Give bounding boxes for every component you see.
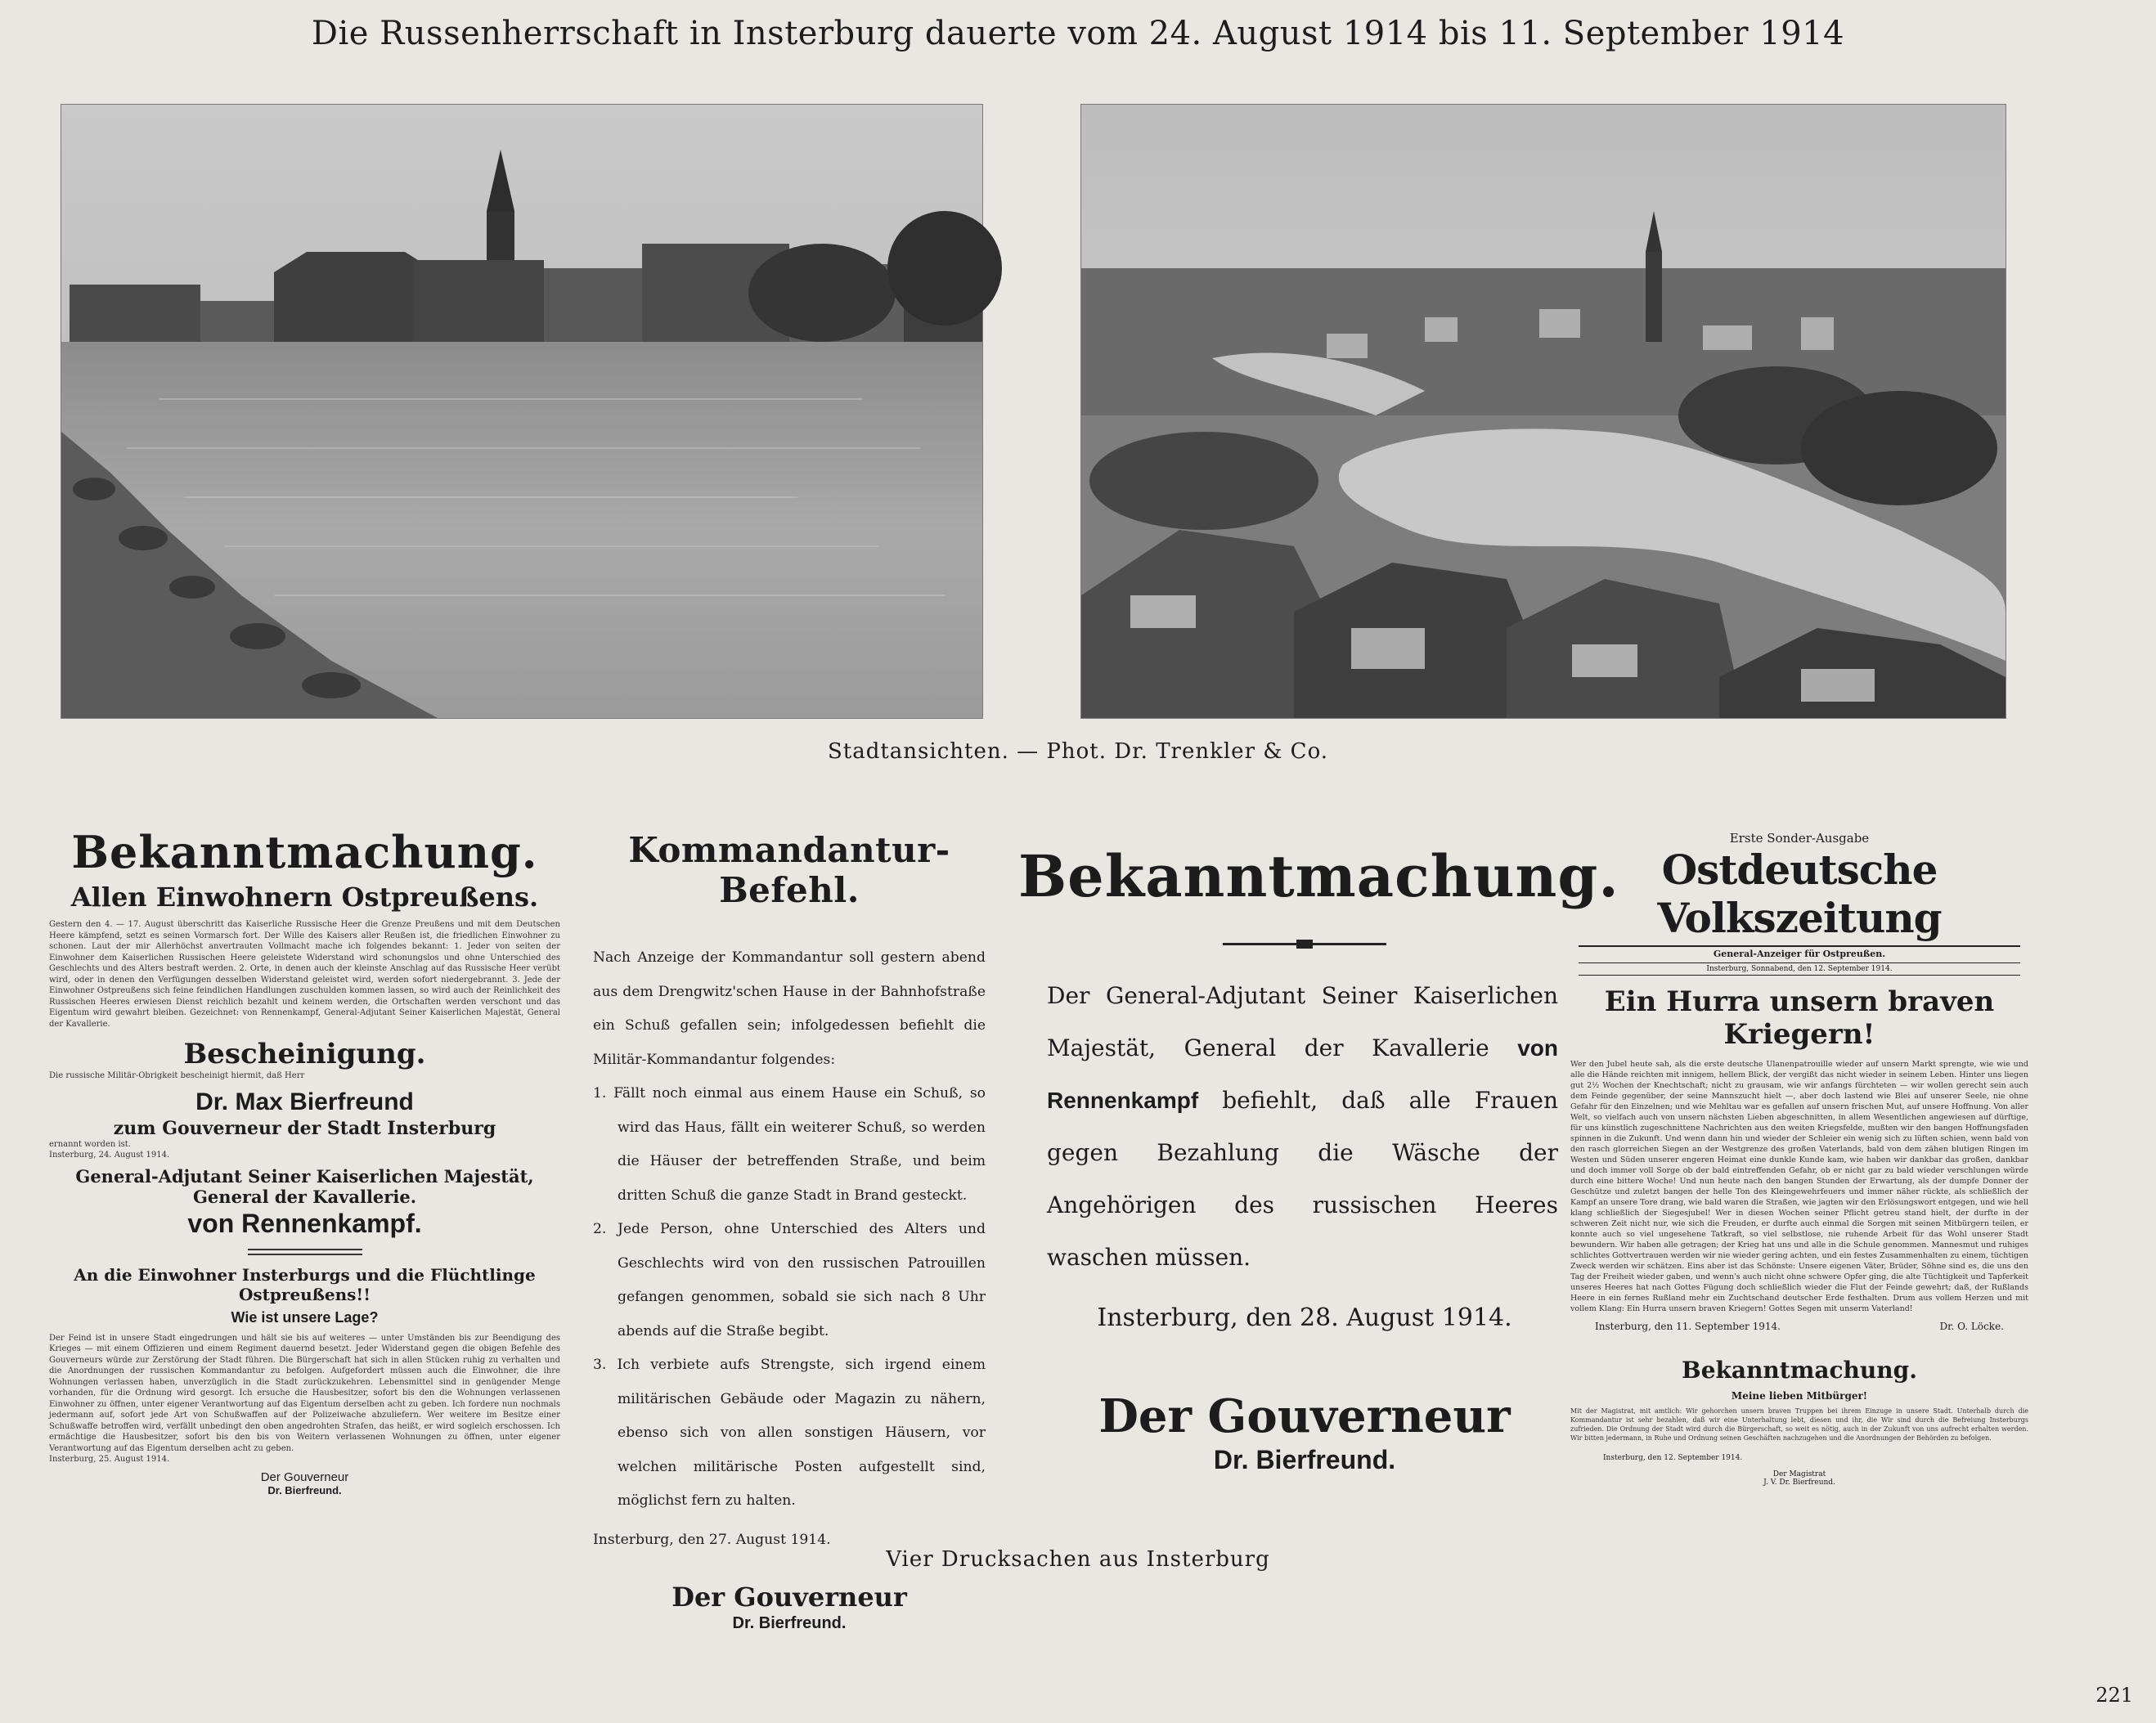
doc1-date: Insterburg, 25. August 1914. [49, 1455, 170, 1464]
doc1-certificate-title: Bescheinigung. [183, 1038, 426, 1070]
doc4-notice-date: Insterburg, den 12. September 1914. [1603, 1454, 1743, 1462]
doc4-notice-signer-name: J. V. Dr. Bierfreund. [1763, 1478, 1835, 1487]
doc2-order-item: 1. Fällt noch einmal aus einem Hause ein Schuß, so wird das Haus, fällt ein weiterer Schuß, so werden die Häuser der betreffenden Straße, und beim dritten Schuß die ganze Stadt in Brand gesteckt. [593, 1085, 986, 1204]
doc1-subtitle: Allen Einwohnern Ostpreußens. [70, 882, 539, 913]
doc4-author: Dr. O. Löcke. [1939, 1321, 2004, 1332]
doc4-article-body: Wer den Jubel heute sah, als die erste deutsche Ulanenpatrouille wieder auf unsern Markt sprengte, wie wie und alle die Hände reichten mit innigem, hellem Blick, der vergißt das nicht wieder in seinem Leben. Hinter uns liegen gut 2½ Wochen der Knechtschaft; nicht zu grausam, wie wir anfangs fürchteten — wir wollen gerecht sein auch dem Feinde gegenüber, der seine Mannszucht hielt —, aber doch lastend wie Blei auf unserer Seele, nie ohne Gefahr für den Einzelnen; und wie Mehltau war es gefallen auf unsern frischen Mut, auf unsere Hoffnung. Von aller Welt, so vielfach auch von unsern nächsten Lieben abgeschnitten, in allem Wesentlichen angewiesen auf dürftige, für uns künstlich zugeschnittene Nachrichten aus den weiten Kriegsfelde, mußten wir den bangen Hoffnungsfaden spinnen in die Zukunft. Und wenn dann hin und wieder der Schleier ein wenig sich zu lüften schien, wenn bald von den rasch glorreichen Siegen an der Westgrenze des großen Vaterlands, bald von dem zähen blutigen Ringen im Westen und Süden unserer engeren Heimat eine dunkle Kunde kam, wie haben wir dankbar das großen, dankbar und doch immer voll Sorge ob der bald eintreffenden Gefahr, ob er nicht gar zu bald wieder verschlungen würde durch eine bittere Woche! Und nun heute nach den bangen Stunden der Erwartung, als der dumpfe Donner der Geschütze und zuletzt bangen der helle Ton des Kleingewehrfeuers und immer näher rückte, als schließlich der Kampf an unsere Tore drang, wie bald waren die Straßen, wie jagten wir den Erlösungswort entgegen, und wie hell klang schließlich der Siegesjubel! Wer in diesen Wochen seiner Pflicht getreu stand hielt, der durfte in der schweren Zeit nicht nur, wie sich die Freuden, er durfte auch einmal die Sorgen mit seinen Mitbürgern teilen, er konnte auch so viel ungesehene Tatkraft, so viel selbstlose, nie ruhende Arbeit für das Wohl unserer Stadt bewundern. Wir haben alle getragen; der Krieg hat uns und alle in die Schule genommen. Mannesmut und ruhiges schlichtes Gottvertrauen werden wir nie wieder gering achten, und ein festes Zusammenhalten zu einem, tüchtigen Zweck werden wir schätzen. Eins aber ist das Schönste: Unsere eigenen Väter, Brüder, Söhne sind es, die uns den Tag der Freiheit wieder gaben, und wenn's auch nicht ohne schwere Opfer ging, die alte Tüchtigkeit und Tapferkeit unseres Heeres hat nach Gottes Fügung doch schließlich wieder die Flut der Feinde gewehrt; daß, der Rußlands Heere in ein fernes Rußland mehr ein Zuchtschand deutscher Erde festhalten. Drum aus vollem Herzen und mit vollem Klang: Ein Hurra unsern braven Kriegern! Gottes Segen mit unserm Vaterland! [1570, 1060, 2029, 1313]
kommandantur-order [593, 830, 986, 1632]
doc3-ornamental-rule [1223, 943, 1386, 945]
proclamation-to-east-prussians [49, 826, 560, 1505]
doc1-signer-name: Dr. Bierfreund. [267, 1483, 342, 1496]
doc4-masthead-date: Insterburg, Sonnabend, den 12. September 1914. [1579, 962, 2020, 976]
doc4-masthead-subtitle: General-Anzeiger für Ostpreußen. [1713, 949, 1886, 959]
doc2-signer-name: Dr. Bierfreund. [732, 1614, 847, 1632]
doc1-certificate-signer: von Rennenkampf. [187, 1208, 422, 1238]
town-lake-image [61, 105, 982, 718]
doc3-signer: Der Gouverneur [1098, 1389, 1511, 1443]
doc1-certificate-name: Dr. Max Bierfreund [195, 1088, 414, 1115]
newspaper-special-edition [1570, 831, 2028, 1518]
doc3-date: Insterburg, den 28. August 1914. [1097, 1303, 1512, 1332]
doc1-certificate-intro: Die russische Militär-Obrigkeit bescheinigt hiermit, daß Herr [49, 1071, 305, 1080]
doc1-certificate-signer-title: General-Adjutant Seiner Kaiserlichen Majestät, General der Kavallerie. [75, 1165, 534, 1207]
documents-caption: Vier Drucksachen aus Insterburg [886, 1547, 1270, 1572]
doc1-body: Gestern den 4. — 17. August überschritt das Kaiserliche Russische Heer die Grenze Preußens und mit dem Deutschen Heere kämpfend, setzt es seinen Vormarsch fort. Der Wille des Kaisers aller Reußen ist, die friedlichen Einwohner zu schonen. Laut der mir Allerhöchst anvertrauten Vollmacht mache ich folgendes bekannt: 1. Jeder von seiten der Einwohner dem Kaiserlichen Russischen Heere geleistete Widerstand wird schonungslos und ohne Unterschied des Geschlechts und des Alters bestraft werden. 2. Orte, in denen auch der kleinste Anschlag auf das Russische Heer verübt wird, oder in denen den Verfügungen desselben Widerstand geleistet wird, werden sofort niedergebrannt. 3. Jede der Einwohner Ostpreußens sich feine feindlichen Handlungen zuschulden kommen lassen, so wird auch der Reinlichkeit des Russischen Heeres erwiesen Dienst reichlich bezahlt und keinem werden, die Ortschaften werden verschont und das Eigentum wird gewahrt bleiben. Gezeichnet: von Rennenkampf, General-Adjutant Seiner Kaiserlichen Majestät, General der Kavallerie. [49, 920, 560, 1029]
doc1-certificate-date: Insterburg, 24. August 1914. [49, 1151, 170, 1160]
doc4-notice-title: Bekanntmachung. [1682, 1357, 1917, 1384]
doc1-title: Bekanntmachung. [71, 826, 538, 878]
doc4-edition: Erste Sonder-Ausgabe [1729, 831, 1870, 846]
doc2-title: Kommandantur-Befehl. [628, 830, 950, 910]
doc1-divider [248, 1249, 362, 1255]
doc4-notice-signer: Der Magistrat [1772, 1470, 1826, 1478]
doc4-dateline [1570, 1321, 2028, 1332]
page-number: 221 [2095, 1684, 2133, 1707]
doc4-masthead: Ostdeutsche Volkszeitung [1657, 846, 1942, 942]
laundry-proclamation [1018, 826, 1619, 1529]
doc1-signer: Der Gouverneur [260, 1469, 349, 1484]
doc3-body-end: befiehlt, daß alle Frauen gegen Bezahlung die Wäsche der Angehörigen des russischen Heeres waschen müssen. [1047, 1087, 1558, 1271]
page-headline: Die Russenherrschaft in Insterburg dauerte vom 24. August 1914 bis 11. September 1914 [311, 15, 1845, 52]
doc3-signer-name: Dr. Bierfreund. [1213, 1445, 1396, 1474]
doc1-appeal-body: Der Feind ist in unsere Stadt eingedrungen und hält sie bis auf weiteres — unter Umständen bis zur Beendigung des Krieges — mit einem Offizieren und einem Regiment dauernd besetzt. Jeder Widerstand gegen die obigen Befehle des Gouverneurs würde zur Zerstörung der Stadt führen. Die Bürgerschaft hat sich in allen Stücken ruhig zu verhalten und die Anordnungen der russischen Kommandantur zu befolgen. Aufgefordert müssen auch die Einwohner, die ihre Wohnungen verlassen haben, unverzüglich in die Stadt zurückzukehren. Lebensmittel sind in genügender Menge vorhanden, für die Ordnung wird gesorgt. Ich ersuche die Hausbesitzer, sofort bis den die Wohnungen verlassenen Einwohner zu öffnen, unter eigener Verantwortung auf das Eigentum derselben acht zu geben. Ich fordere nun nochmals jedermann auf, sofort jede Art von Schußwaffen auf der Polizeiwache abzuliefern. Wer weitere im Besitze einer Schußwaffe betroffen wird, verfällt unbedingt den oben angedrohten Strafen, das heißt, er wird sogleich erschossen. Ich ermächtige die Hausbesitzer, sofort bis den bis von Weitern verlassenen Wohnungen zu öffnen, unter eigener Verantwortung auf das Eigentum derselben acht zu geben. [49, 1333, 560, 1453]
doc2-order-item: 3. Ich verbiete aufs Strengste, sich irgend einem militärischen Gebäude oder Magazin zu nähern, ebenso sich von allen sonstigen Häusern, vor welchen militärische Posten aufgestellt sind, möglichst fern zu halten. [593, 1357, 986, 1509]
doc4-notice-subtitle: Meine lieben Mitbürger! [1731, 1390, 1868, 1402]
doc1-certificate-appointed: ernannt worden ist. [49, 1139, 132, 1149]
photo-caption: Stadtansichten. — Phot. Dr. Trenkler & Co. [827, 739, 1329, 764]
doc2-body [593, 941, 986, 1557]
town-lake-photo [61, 105, 982, 718]
doc4-headline: Ein Hurra unsern braven Kriegern! [1604, 985, 1995, 1051]
doc2-date: Insterburg, den 27. August 1914. [593, 1531, 831, 1548]
doc1-question: Wie ist unsere Lage? [231, 1308, 379, 1326]
aerial-town-photo [1081, 105, 2006, 718]
doc4-date: Insterburg, den 11. September 1914. [1595, 1321, 1781, 1332]
doc1-appeal-heading: An die Einwohner Insterburgs und die Flüchtlinge Ostpreußens!! [74, 1264, 536, 1304]
doc3-body [1018, 970, 1591, 1284]
doc2-orders-list [593, 1077, 986, 1519]
doc3-body-bold: von Rennenkampf [1047, 1035, 1558, 1113]
doc1-certificate-role: zum Gouverneur der Stadt Insterburg [113, 1117, 496, 1139]
doc2-order-item: 2. Jede Person, ohne Unterschied des Alters und Geschlechts wird von den russischen Patrouillen gefangen genommen, sobald sie sich nach 8 Uhr abends auf die Straße begibt. [593, 1221, 986, 1339]
doc2-intro: Nach Anzeige der Kommandantur soll gestern abend aus dem Drengwitz'schen Hause in der Bahnhofstraße ein Schuß gefallen sein; infolgedessen befiehlt die Militär-Kommandantur folgendes: [593, 949, 986, 1068]
doc4-masthead-rule [1579, 945, 2020, 947]
doc2-signer: Der Gouverneur [672, 1582, 907, 1613]
doc3-title: Bekanntmachung. [1018, 842, 1619, 910]
doc4-notice-body: Mit der Magistrat, mit amtlich: Wir gehorchen unsern braven Truppen bei ihrem Einzuge in unsere Stadt. Unterhalb durch die Kommandantur ist sehr bezahlen, daß wir eine Unterhaltung lebt, diesen und ihr, die Wir sind durch die Befreiung Insterburgs zufrieden. Die Ordnung der Stadt wird durch die Bürgerschaft, so weit es nötig, auch in der Zukunft von uns aufrecht erhalten werden. Wir bitten jedermann, in Ruhe und Ordnung seinen Geschäften nachzugehen und die Anordnungen der Behörden zu befolgen. [1570, 1407, 2028, 1442]
doc3-body-start: Der General-Adjutant Seiner Kaiserlichen Majestät, General der Kavallerie [1047, 982, 1558, 1061]
aerial-town-image [1081, 105, 2006, 718]
